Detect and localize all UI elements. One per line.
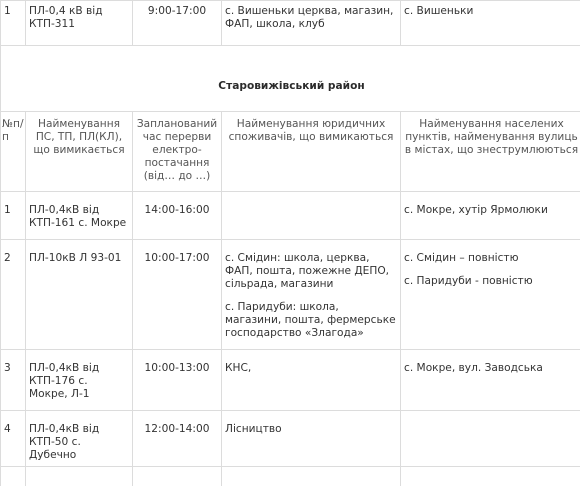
- row-number: 1: [1, 1, 26, 46]
- empty-cell: [133, 467, 222, 486]
- empty-cell: [1, 467, 26, 486]
- table-row: [1, 192, 580, 240]
- settlements: с. Вишеньки: [401, 1, 580, 46]
- consumers-line: с. Паридуби: школа, магазини, пошта, фермерське господарство «Злагода»: [225, 301, 396, 339]
- table-row: [1, 240, 580, 350]
- settlement-line: с. Мокре, хутір Ярмолюки: [404, 204, 548, 216]
- table-row: [1, 350, 580, 411]
- outage-time: 10:00-17:00: [133, 240, 222, 350]
- empty-cell: [26, 467, 133, 486]
- outage-time: 12:00-14:00: [133, 411, 222, 467]
- consumers-line: КНС,: [225, 362, 252, 374]
- table-row: [1, 467, 580, 486]
- line-name: ПЛ-0,4кВ від КТП-161 с. Мокре: [26, 192, 133, 240]
- row-number: 1: [1, 192, 26, 240]
- consumers: с. Вишеньки церква, магазин, ФАП, школа, клуб: [222, 1, 401, 46]
- settlement-line: с. Мокре, вул. Заводська: [404, 362, 543, 374]
- line-name: ПЛ-0,4кВ від КТП-50 с. Дубечно: [26, 411, 133, 467]
- header-settlements: Найменування населених пунктів, найменування вулиць в містах, що знеструмлюються: [401, 112, 580, 192]
- settlements: [401, 411, 580, 467]
- line-name: ПЛ-0,4кВ від КТП-176 с. Мокре, Л-1: [26, 350, 133, 411]
- row-number: 2: [1, 240, 26, 350]
- outage-time: 14:00-16:00: [133, 192, 222, 240]
- consumers: [222, 240, 401, 350]
- consumers: [222, 411, 401, 467]
- consumers: [222, 192, 401, 240]
- table-row: [1, 1, 580, 46]
- settlements: [401, 350, 580, 411]
- settlement-line: с. Смідин – повністю: [404, 252, 519, 264]
- header-consumers: Найменування юридичних споживачів, що вимикаються: [222, 112, 401, 192]
- consumers-line: с. Смідин: школа, церква, ФАП, пошта, пожежне ДЕПО, сільрада, магазини: [225, 252, 390, 290]
- row-number: 3: [1, 350, 26, 411]
- line-name: ПЛ-0,4 кВ від КТП-311: [26, 1, 133, 46]
- district-title: Старовижівський район: [1, 46, 580, 112]
- district-row: [1, 46, 580, 112]
- settlements: [401, 192, 580, 240]
- outage-time: 10:00-13:00: [133, 350, 222, 411]
- empty-cell: [222, 467, 401, 486]
- table-header-row: [1, 112, 580, 192]
- settlements: [401, 240, 580, 350]
- table-row: [1, 411, 580, 467]
- consumers: [222, 350, 401, 411]
- header-line: Найменування ПС, ТП, ПЛ(КЛ), що вимикається: [26, 112, 133, 192]
- settlement-line: с. Паридуби - повністю: [404, 275, 533, 287]
- header-time: Запланований час перерви електро-постачання (від… до …): [133, 112, 222, 192]
- empty-cell: [401, 467, 580, 486]
- row-number: 4: [1, 411, 26, 467]
- consumers-line: Лісництво: [225, 423, 282, 435]
- line-name: ПЛ-10кВ Л 93-01: [26, 240, 133, 350]
- header-num: №п/п: [1, 112, 26, 192]
- outage-time: 9:00-17:00: [133, 1, 222, 46]
